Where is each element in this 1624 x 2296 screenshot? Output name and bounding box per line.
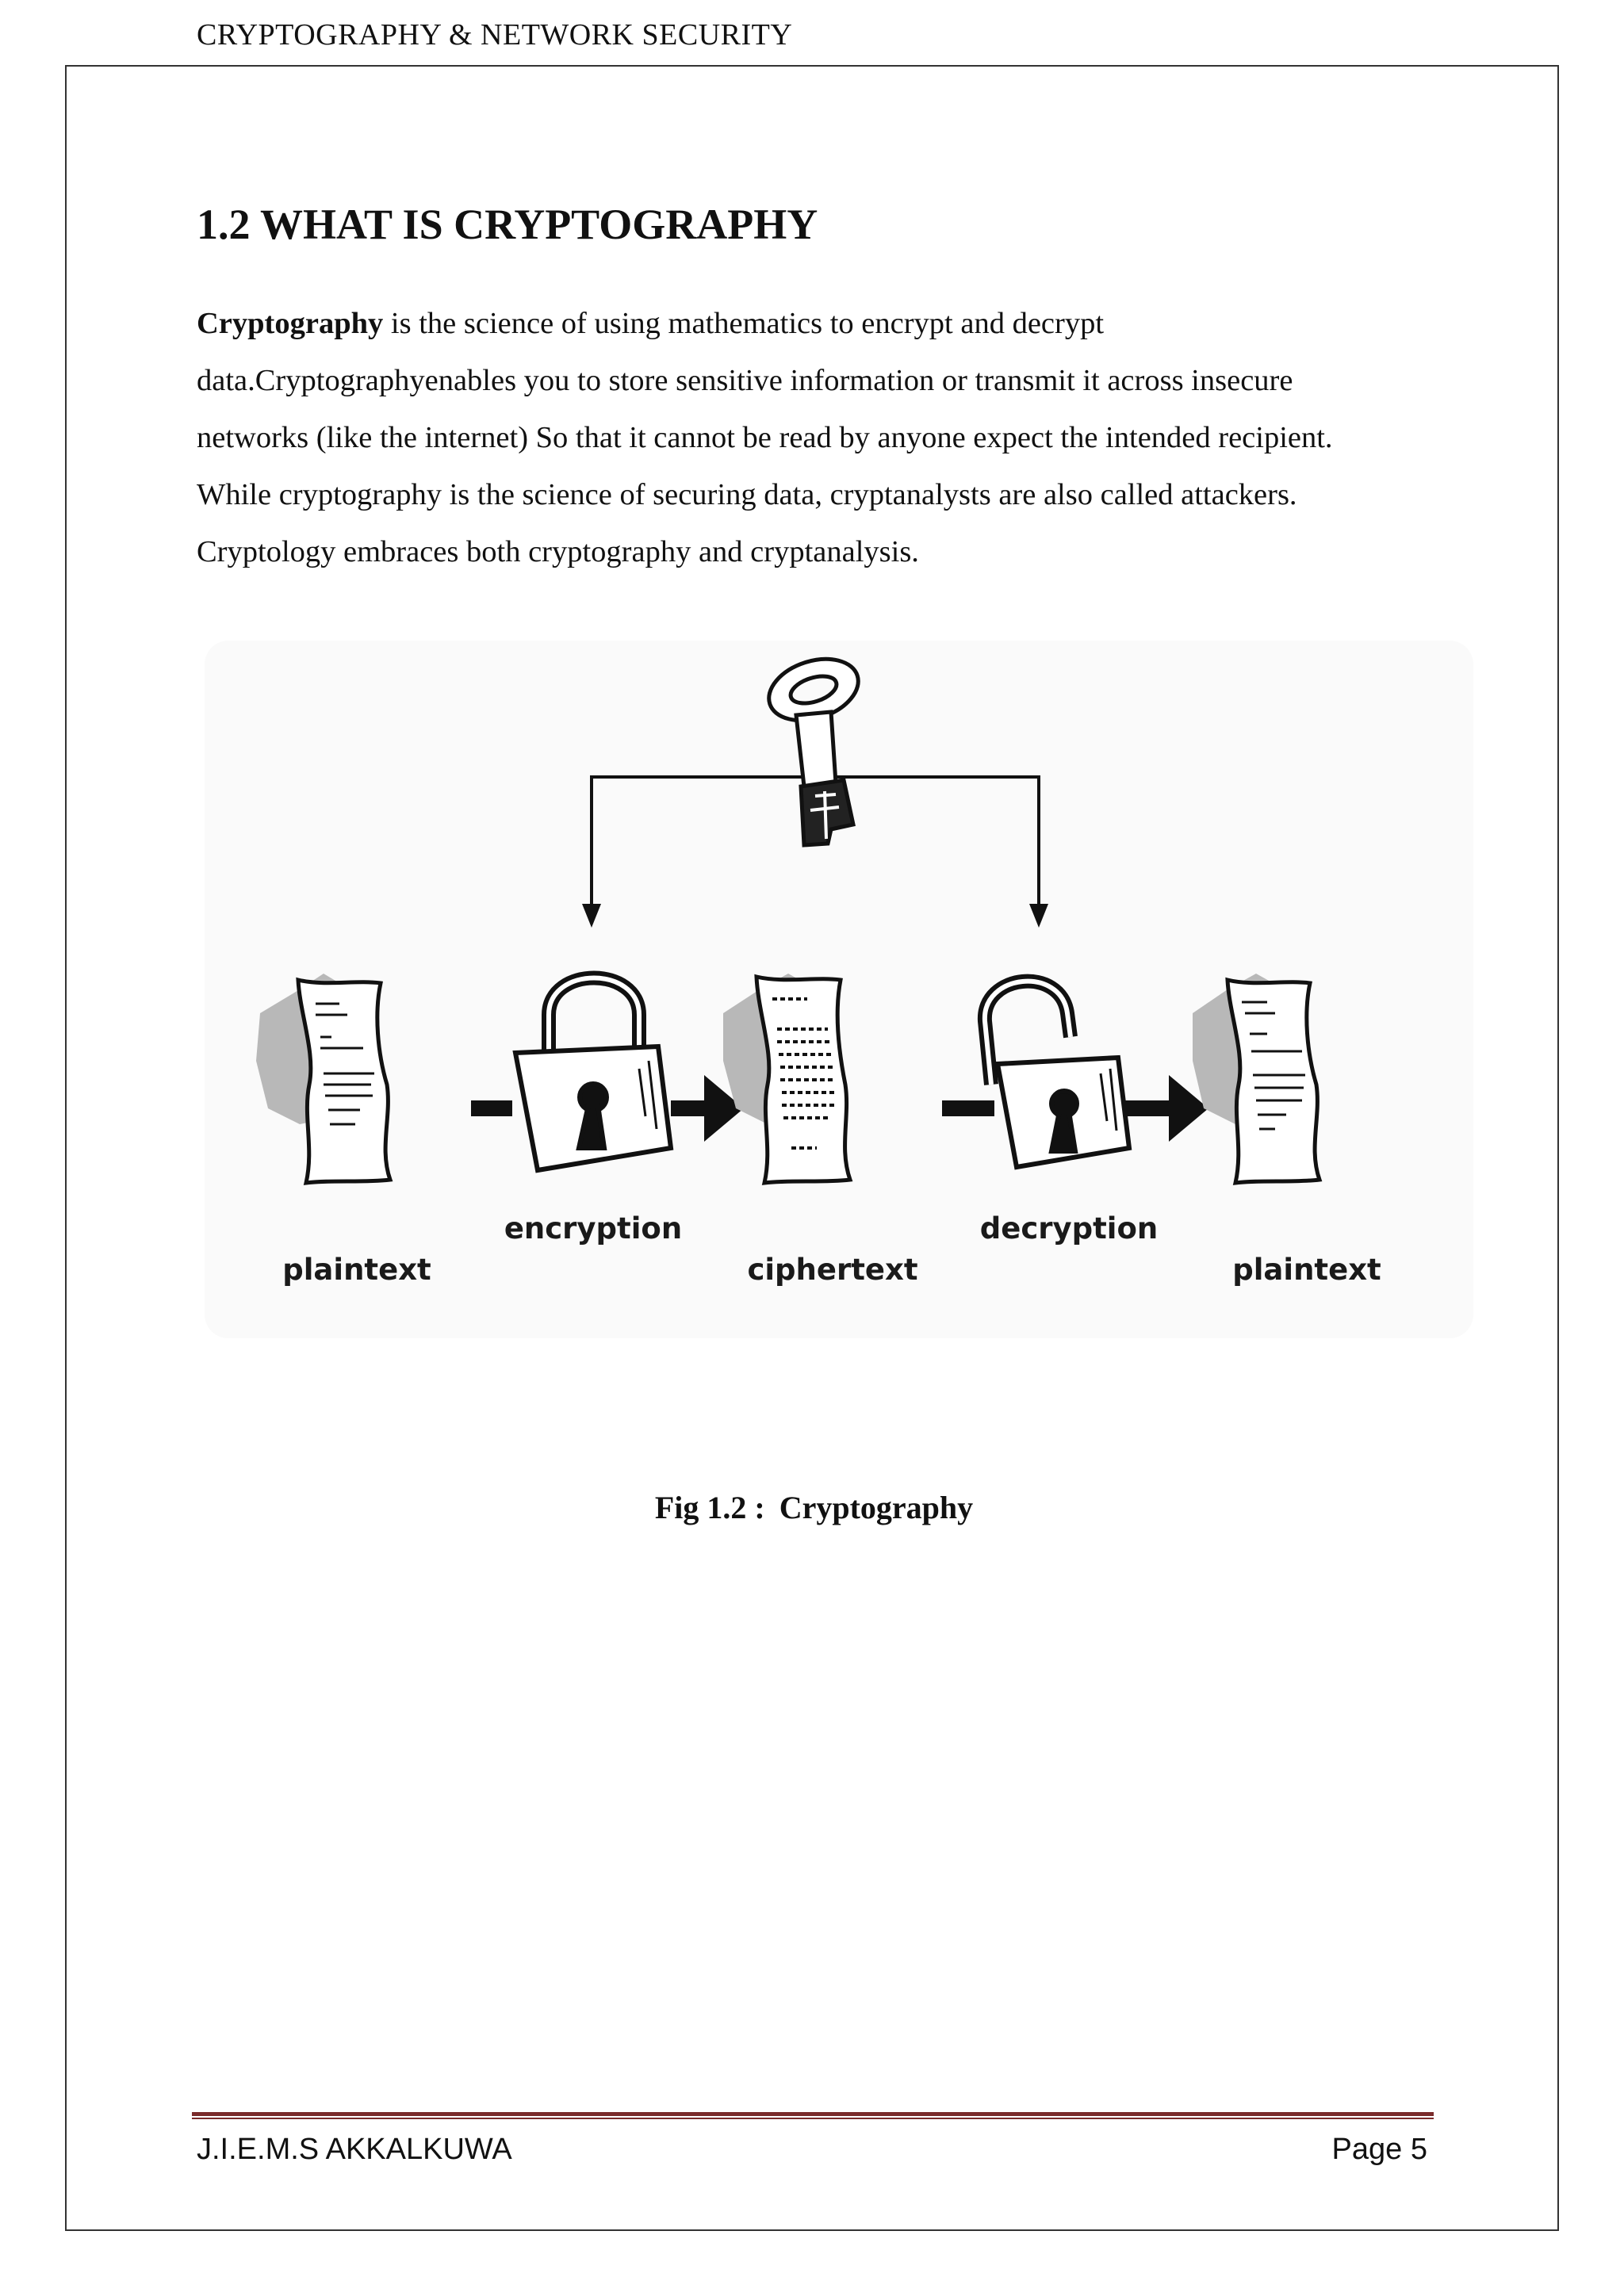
paragraph-line-3: networks (like the internet) So that it cannot be read by anyone expect the intended recipient. (197, 421, 1333, 454)
cryptography-figure (205, 641, 1473, 1338)
label-decryption: decryption (979, 1211, 1159, 1246)
footer-divider (192, 2112, 1434, 2120)
section-heading: 1.2 WHAT IS CRYPTOGRAPHY (197, 201, 818, 248)
page-number: Page 5 (1331, 2133, 1427, 2166)
section-paragraph (197, 295, 1434, 580)
label-plaintext-out: plaintext (1232, 1253, 1381, 1287)
label-plaintext-in: plaintext (282, 1253, 431, 1287)
caption-title: Cryptography (779, 1490, 974, 1525)
term-cryptography: Cryptography (197, 307, 384, 340)
paragraph-line-5: Cryptology embraces both cryptography and cryptanalysis. (197, 535, 919, 568)
paragraph-line-1: is the science of using mathematics to encrypt and decrypt (383, 307, 1105, 340)
key-icon (761, 649, 867, 845)
arrow-down-to-decryption (1029, 904, 1048, 928)
cryptography-diagram (205, 641, 1473, 1338)
footer-institution: J.I.E.M.S AKKALKUWA (197, 2133, 512, 2166)
plaintext-output-document-icon (1193, 974, 1320, 1183)
open-padlock-icon (985, 982, 1129, 1167)
closed-padlock-icon (515, 978, 671, 1171)
caption-prefix: Fig 1.2 : (654, 1490, 765, 1525)
running-header: CRYPTOGRAPHY & NETWORK SECURITY (197, 18, 793, 52)
arrow-shaft-2 (671, 1100, 707, 1116)
paragraph-line-2: data.Cryptographyenables you to store sensitive information or transmit it across insecure (197, 364, 1293, 397)
figure-caption (0, 1489, 1624, 1526)
arrow-shaft-3 (942, 1100, 994, 1116)
arrow-shaft-4 (1124, 1100, 1172, 1116)
paragraph-line-4: While cryptography is the science of securing data, cryptanalysts are also called attackers. (197, 478, 1297, 511)
arrow-down-to-encryption (582, 904, 601, 928)
label-ciphertext: ciphertext (747, 1253, 918, 1287)
ciphertext-document-icon (723, 974, 850, 1183)
label-encryption: encryption (504, 1211, 683, 1246)
plaintext-document-icon (256, 974, 390, 1183)
arrow-shaft-1 (471, 1100, 512, 1116)
